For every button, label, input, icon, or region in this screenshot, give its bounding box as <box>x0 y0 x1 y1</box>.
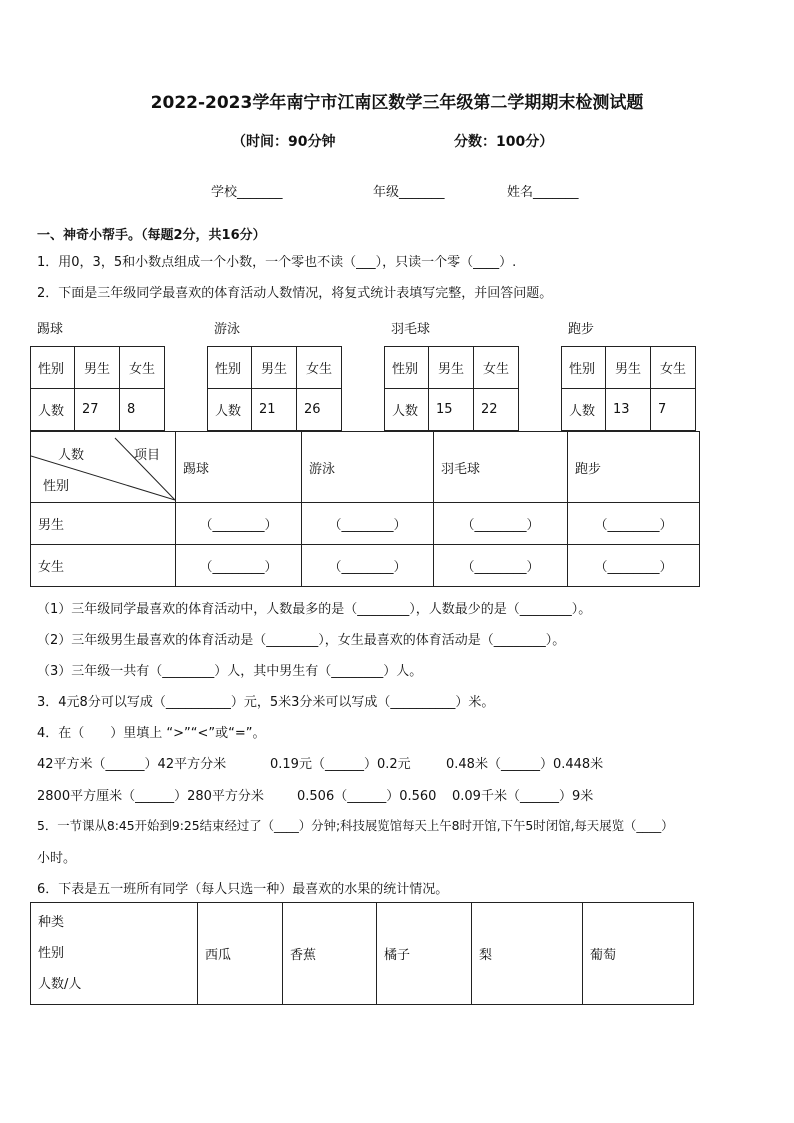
table-cell: 男生 <box>252 347 297 389</box>
table-cell: 人数 <box>31 389 75 431</box>
table-cell: 27 <box>75 389 120 431</box>
table-cell: 性别 <box>31 347 75 389</box>
question-5: 5．一节课从8:45开始到9:25结束经过了（____）分钟;科技展览馆每天上午8时开馆,下午5时闭馆,每天展览（____） <box>37 818 674 833</box>
column-header: 橘子 <box>377 903 472 1005</box>
question-5-cont: 小时。 <box>37 851 77 866</box>
table-cell: 人数 <box>385 389 429 431</box>
question-2: 2．下面是三年级同学最喜欢的体育活动人数情况，将复式统计表填写完整，并回答问题。 <box>37 286 553 301</box>
blank-cell[interactable]: （________） <box>568 503 700 545</box>
column-header: 跑步 <box>568 432 700 503</box>
question-2-2: （2）三年级男生最喜欢的体育活动是（________），女生最喜欢的体育活动是（________）。 <box>37 633 566 648</box>
compare-item: 2800平方厘米（______）280平方分米 <box>37 789 264 804</box>
corner-label-gender: 性别 <box>38 946 65 961</box>
table-cell: 人数 <box>562 389 606 431</box>
blank-cell[interactable]: （________） <box>302 503 434 545</box>
table-cell: 女生 <box>120 347 165 389</box>
table-title-badminton: 羽毛球 <box>391 322 431 337</box>
compare-item: 0.09千米（______）9米 <box>452 789 594 804</box>
row-header: 男生 <box>31 503 176 545</box>
section-heading: 一、神奇小帮手。（每题2分，共16分） <box>37 228 266 243</box>
question-1: 1．用0，3，5和小数点组成一个小数，一个零也不读（___），只读一个零（____）. <box>37 255 517 270</box>
table-cell: 女生 <box>651 347 696 389</box>
column-header: 踢球 <box>176 432 302 503</box>
blank-cell[interactable]: （________） <box>302 545 434 587</box>
name-field: 姓名_______ <box>507 185 579 200</box>
table-cell: 女生 <box>474 347 519 389</box>
blank-cell[interactable]: （________） <box>568 545 700 587</box>
column-header: 羽毛球 <box>434 432 568 503</box>
blank-cell[interactable]: （________） <box>434 503 568 545</box>
table-cell: 人数 <box>208 389 252 431</box>
table-cell: 男生 <box>75 347 120 389</box>
question-3: 3．4元8分可以写成（__________）元，5米3分米可以写成（__________）米。 <box>37 695 495 710</box>
table-cell: 性别 <box>385 347 429 389</box>
question-6: 6．下表是五一班所有同学（每人只选一种）最喜欢的水果的统计情况。 <box>37 882 449 897</box>
table-cell: 8 <box>120 389 165 431</box>
score-info: 分数：100分） <box>454 134 554 150</box>
table-title-football: 踢球 <box>37 322 64 337</box>
table-cell: 男生 <box>429 347 474 389</box>
table-cell: 21 <box>252 389 297 431</box>
blank-cell[interactable]: （________） <box>434 545 568 587</box>
question-4: 4．在（ ）里填上 “>”“<”或“=”。 <box>37 726 266 741</box>
table-cell: 女生 <box>297 347 342 389</box>
table-cell: 13 <box>606 389 651 431</box>
table-cell: 性别 <box>562 347 606 389</box>
fruit-table <box>30 902 694 1005</box>
page-title: 2022-2023学年南宁市江南区数学三年级第二学期期末检测试题 <box>150 93 644 113</box>
school-field: 学校_______ <box>211 185 283 200</box>
column-header: 香蕉 <box>283 903 377 1005</box>
question-2-1: （1）三年级同学最喜欢的体育活动中，人数最多的是（________），人数最少的是（________）。 <box>37 602 592 617</box>
blank-cell[interactable]: （________） <box>176 503 302 545</box>
corner-label-count: 人数/人 <box>38 977 82 992</box>
question-2-3: （3）三年级一共有（________）人，其中男生有（________）人。 <box>37 664 423 679</box>
column-header: 梨 <box>472 903 583 1005</box>
table-cell: 15 <box>429 389 474 431</box>
grade-field: 年级_______ <box>373 185 445 200</box>
corner-label-count: 人数 <box>58 448 85 463</box>
corner-label-type: 种类 <box>38 915 65 930</box>
corner-header-cell <box>31 903 198 1005</box>
small-table-swimming <box>207 346 342 431</box>
table-title-swimming: 游泳 <box>214 322 241 337</box>
column-header: 游泳 <box>302 432 434 503</box>
compare-item: 0.19元（______）0.2元 <box>270 757 411 772</box>
table-title-running: 跑步 <box>568 322 595 337</box>
table-cell: 男生 <box>606 347 651 389</box>
compare-item: 42平方米（______）42平方分米 <box>37 757 227 772</box>
time-info: （时间：90分钟 <box>232 134 336 150</box>
corner-label-gender: 性别 <box>43 479 70 494</box>
compare-item: 0.506（______）0.560 <box>297 789 437 804</box>
column-header: 西瓜 <box>198 903 283 1005</box>
small-table-badminton <box>384 346 519 431</box>
compare-item: 0.48米（______）0.448米 <box>446 757 604 772</box>
corner-label-item: 项目 <box>134 448 161 463</box>
blank-cell[interactable]: （________） <box>176 545 302 587</box>
column-header: 葡萄 <box>583 903 694 1005</box>
compound-stat-table <box>30 431 700 587</box>
corner-header-cell <box>31 432 176 503</box>
table-cell: 7 <box>651 389 696 431</box>
small-table-running <box>561 346 696 431</box>
table-cell: 性别 <box>208 347 252 389</box>
row-header: 女生 <box>31 545 176 587</box>
table-cell: 26 <box>297 389 342 431</box>
table-cell: 22 <box>474 389 519 431</box>
small-table-football <box>30 346 165 431</box>
